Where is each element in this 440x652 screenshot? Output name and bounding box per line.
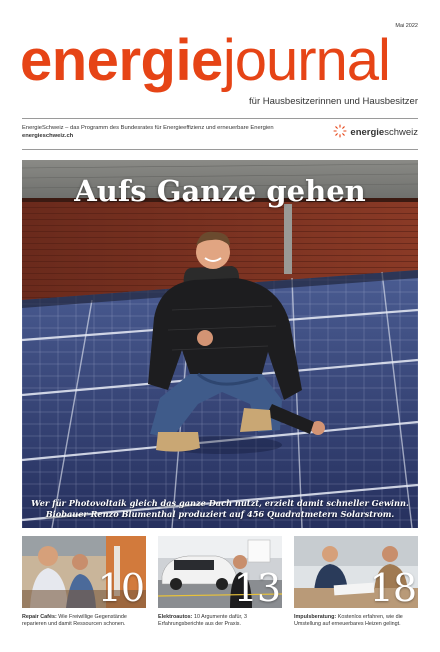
masthead-subtitle: für Hausbesitzerinnen und Hausbesitzer [249,96,418,107]
teaser-repair-cafes[interactable] [22,536,146,608]
teaser-impulse-advice[interactable] [294,536,418,608]
teaser-caption-ecar [158,614,282,628]
brand-name-light: schweiz [384,127,418,138]
masthead-title-light: journal [222,28,390,93]
teaser-text: Kostenlos erfahren, wie die Umstellung auf erneuerbares Heizen gelingt. [294,614,403,628]
issue-date: Mai 2022 [395,23,418,29]
teaser-title: Elektroautos: [158,614,193,620]
program-url[interactable]: energieschweiz.ch [22,133,74,139]
cover-photo [22,160,418,528]
cover-caption-line-2: Biobauer Renzo Blumenthal produziert auf 456 Quadratmetern Solarstrom. [45,509,395,519]
cover-photo-illustration [22,160,418,528]
teaser-strip [22,536,418,616]
brand-name-bold: energie [350,127,385,138]
cover-headline: Aufs Ganze gehen [74,174,366,208]
teaser-page-number: 10 [97,566,144,608]
teaser-page-number: 13 [233,566,280,608]
program-description: EnergieSchweiz – das Programm des Bundesrates für Energieeffizienz und erneuerbare Energien [22,125,274,131]
divider-bottom [22,149,418,150]
teaser-text: Wie Freiwillige Gegenstände reparieren und damit Ressourcen schonen. [22,614,127,628]
sun-logo-icon [333,124,347,138]
teaser-page-number: 18 [369,566,416,608]
teaser-caption-repair [22,614,146,628]
brand-logo[interactable] [333,122,418,140]
program-info [22,124,274,140]
teaser-text: 10 Argumente dafür, 3 Erfahrungsberichte aus der Praxis. [158,614,247,628]
cover-caption-line-1: Wer für Photovoltaik gleich das ganze Dach nutzt, erzielt damit schneller Gewinn. [31,498,409,508]
teaser-electric-cars[interactable] [158,536,282,608]
masthead-title [20,30,422,92]
divider-top [22,118,418,119]
teaser-title: Repair Cafés: [22,614,57,620]
masthead-title-bold: energie [20,28,223,93]
teaser-caption-advice [294,614,418,628]
cover-caption [22,498,418,520]
teaser-title: Impulsberatung: [294,614,337,620]
